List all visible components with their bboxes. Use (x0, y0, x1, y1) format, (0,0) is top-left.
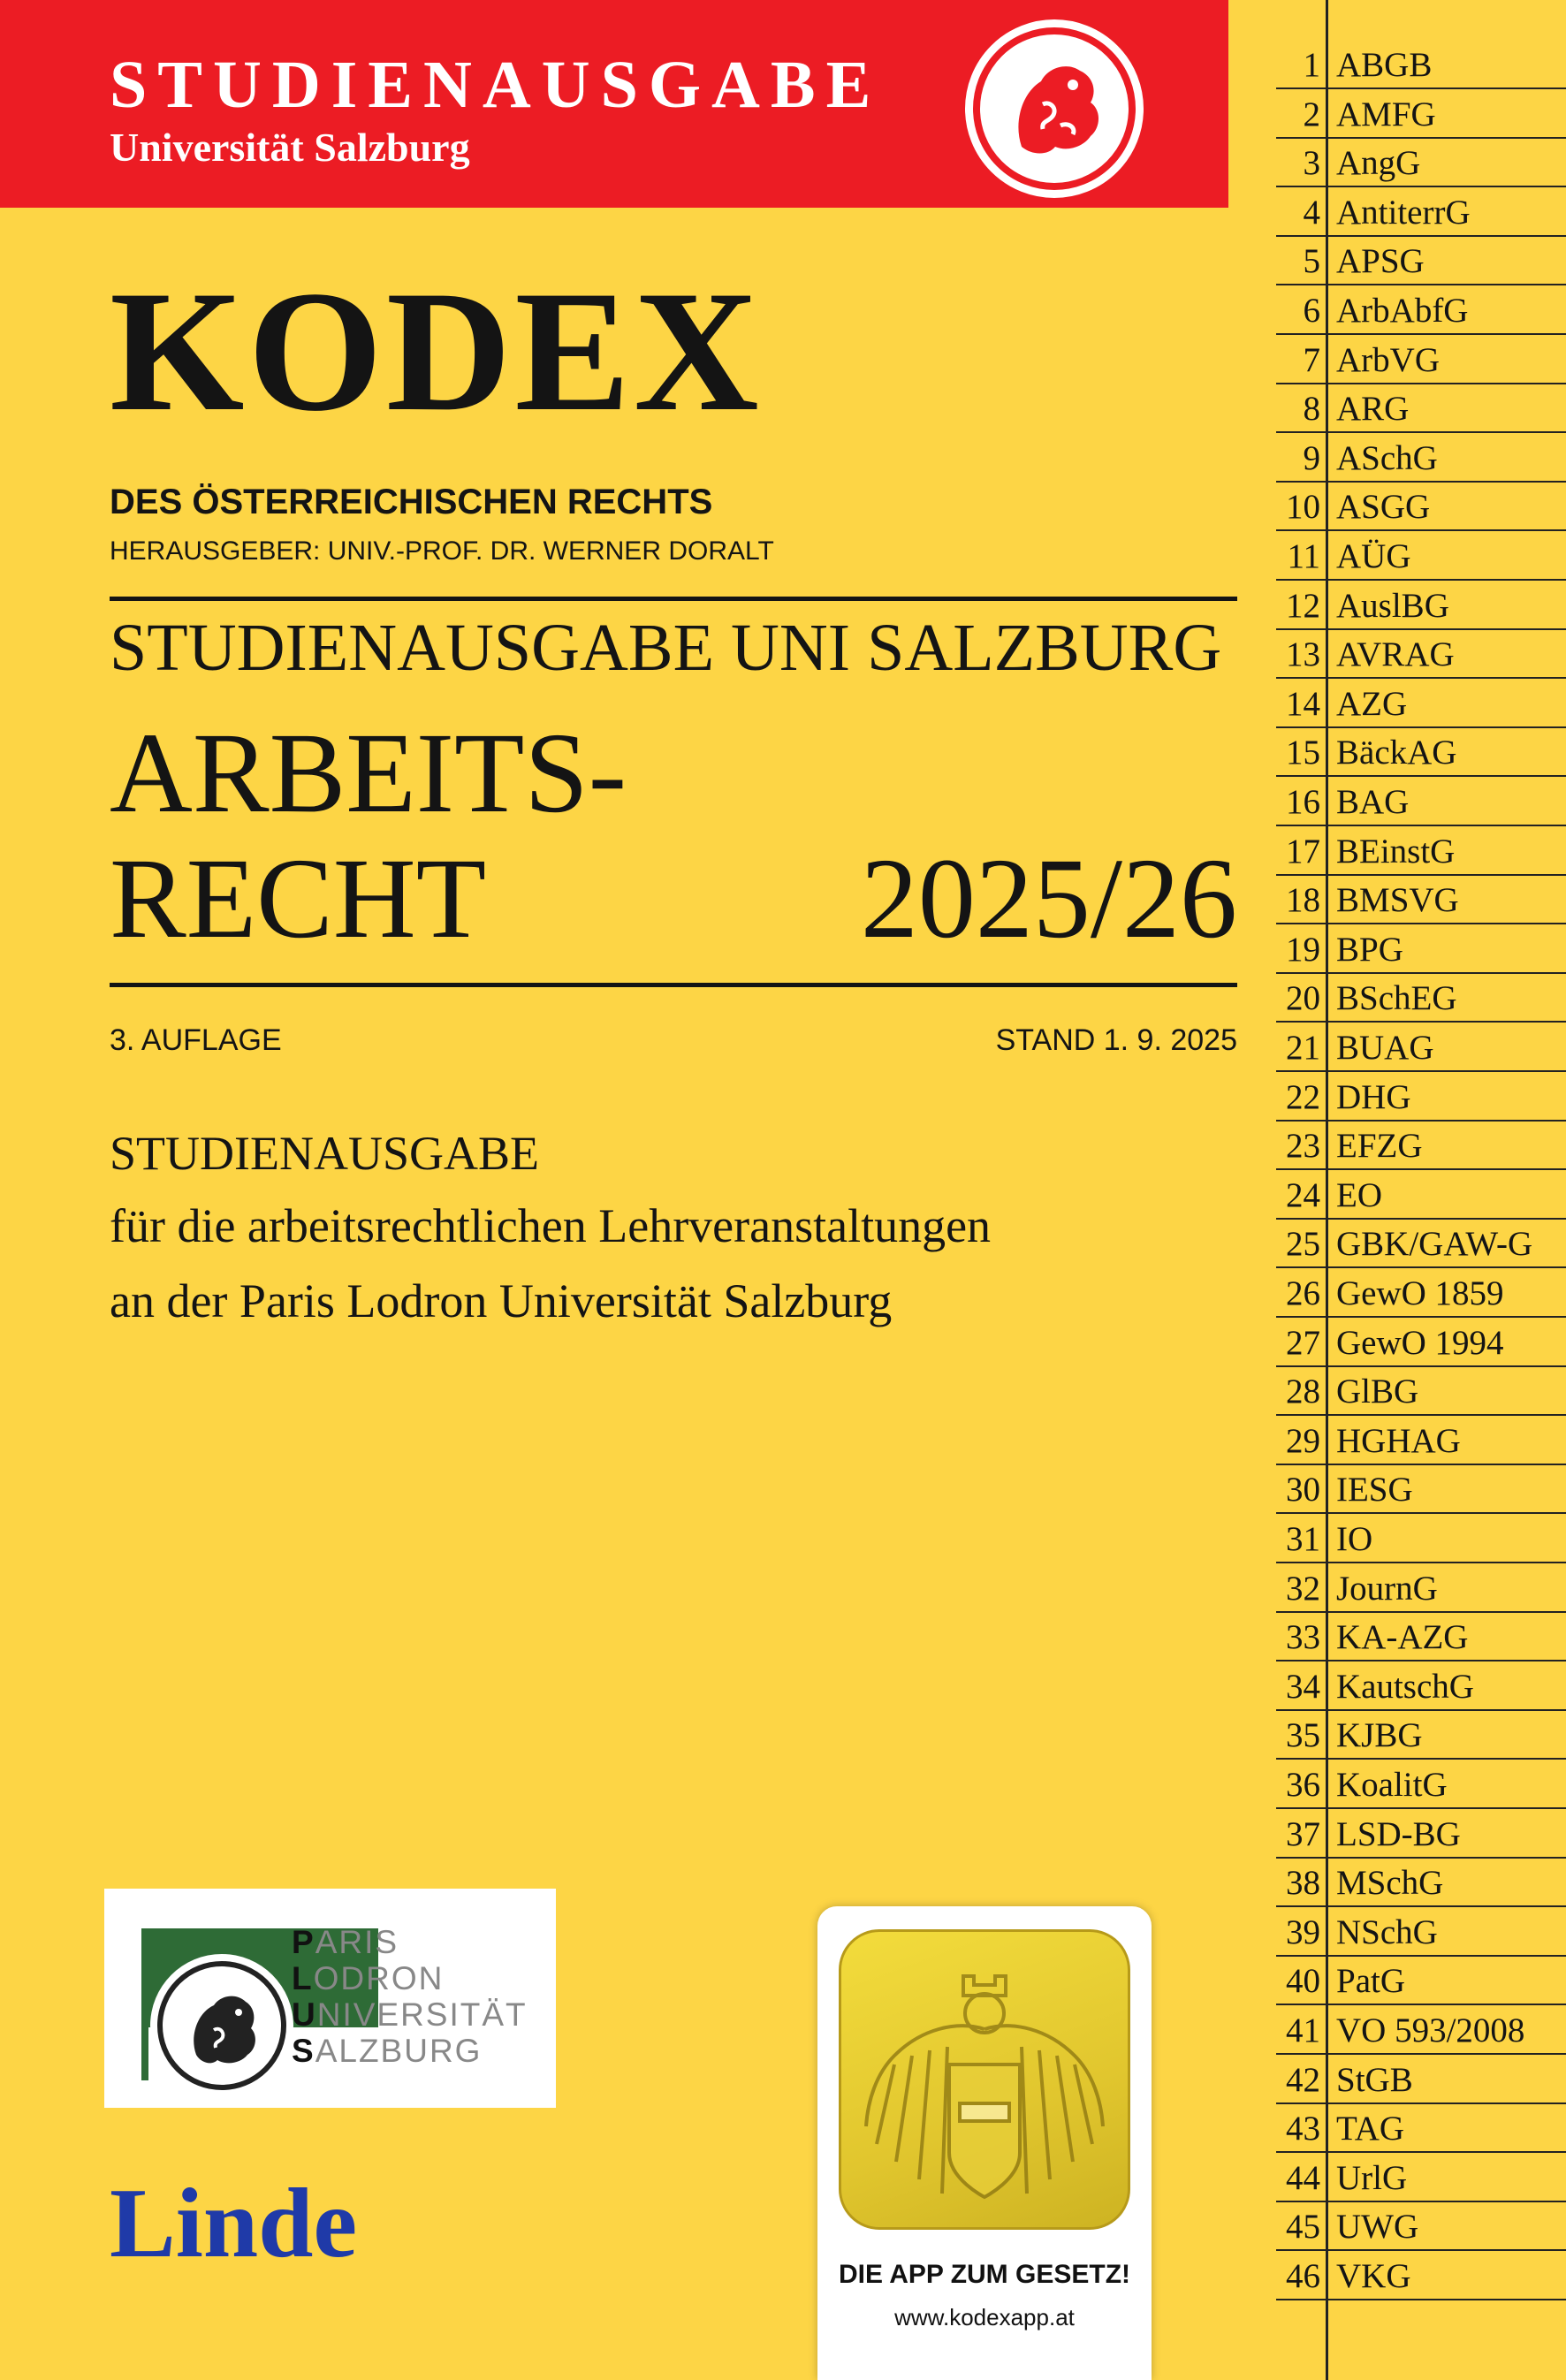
description-line-3: an der Paris Lodron Universität Salzburg (110, 1274, 893, 1327)
thumb-tab[interactable] (1276, 90, 1566, 139)
publisher-logo: Linde (110, 2169, 358, 2278)
thumb-tab[interactable] (1276, 237, 1566, 285)
thumb-tab-label: IO (1336, 1520, 1373, 1558)
thumb-tab[interactable] (1276, 1662, 1566, 1711)
thumb-index (1276, 0, 1566, 2380)
thumb-tab-number: 9 (1303, 438, 1320, 477)
thumb-tab[interactable] (1276, 139, 1566, 187)
thumb-tab[interactable] (1276, 1171, 1566, 1220)
thumb-tab[interactable] (1276, 1465, 1566, 1514)
university-seal-icon (965, 19, 1144, 198)
top-divider (110, 597, 1237, 601)
thumb-tab-label: AuslBG (1336, 586, 1449, 625)
thumb-tab[interactable] (1276, 1515, 1566, 1563)
thumb-tab-number: 16 (1286, 783, 1320, 821)
thumb-tab[interactable] (1276, 876, 1566, 924)
thumb-tab[interactable] (1276, 1957, 1566, 2005)
thumb-tab[interactable] (1276, 1711, 1566, 1760)
thumb-tab-label: AÜG (1336, 537, 1411, 575)
plus-logo (104, 1889, 556, 2108)
description-line-2: für die arbeitsrechtlichen Lehrveranstaltungen (110, 1199, 992, 1252)
thumb-tab[interactable] (1276, 1859, 1566, 1907)
plus-medal-icon (150, 1954, 293, 2097)
thumb-tab-number: 2 (1303, 95, 1320, 133)
thumb-tab-number: 18 (1286, 881, 1320, 920)
thumb-tab[interactable] (1276, 827, 1566, 876)
plus-wordmark (292, 1924, 528, 2069)
bottom-divider (110, 983, 1237, 987)
thumb-tab-number: 5 (1303, 242, 1320, 281)
thumb-tab-number: 39 (1286, 1912, 1320, 1951)
thumb-tab-number: 17 (1286, 832, 1320, 871)
thumb-tab-number: 45 (1286, 2208, 1320, 2247)
thumb-tab-number: 38 (1286, 1864, 1320, 1903)
thumb-tab-number: 23 (1286, 1127, 1320, 1166)
thumb-tab-number: 35 (1286, 1716, 1320, 1755)
thumb-tab-label: BUAG (1336, 1029, 1434, 1067)
thumb-tab[interactable] (1276, 1367, 1566, 1416)
thumb-tab[interactable] (1276, 1908, 1566, 1957)
thumb-tab-number: 41 (1286, 2011, 1320, 2049)
series-title: STUDIENAUSGABE UNI SALZBURG (110, 611, 1222, 685)
thumb-tab-label: StGB (1336, 2060, 1413, 2099)
thumb-tab-number: 1 (1303, 46, 1320, 84)
thumb-tab-number: 29 (1286, 1421, 1320, 1460)
stand-date: STAND 1. 9. 2025 (995, 1023, 1237, 1057)
thumb-tab-number: 30 (1286, 1471, 1320, 1509)
thumb-tab-number: 36 (1286, 1766, 1320, 1804)
thumb-tab-number: 4 (1303, 193, 1320, 232)
thumb-tab-number: 43 (1286, 2110, 1320, 2148)
thumb-tab-label: AngG (1336, 144, 1421, 183)
thumb-tab[interactable] (1276, 1023, 1566, 1072)
thumb-tab-label: JournG (1336, 1569, 1438, 1608)
thumb-tab-label: AMFG (1336, 95, 1436, 133)
thumb-tab-label: ABGB (1336, 46, 1433, 84)
thumb-tab[interactable] (1276, 532, 1566, 581)
thumb-tab-number: 6 (1303, 292, 1320, 330)
thumb-tab-rule (1276, 2299, 1566, 2300)
thumb-tab[interactable] (1276, 1122, 1566, 1170)
thumb-tab-number: 37 (1286, 1814, 1320, 1853)
thumb-tab-number: 21 (1286, 1029, 1320, 1067)
thumb-tab[interactable] (1276, 384, 1566, 433)
thumb-tab-number: 12 (1286, 586, 1320, 625)
thumb-tab-number: 28 (1286, 1372, 1320, 1411)
thumb-tab[interactable] (1276, 188, 1566, 237)
thumb-tab-number: 11 (1287, 537, 1320, 575)
thumb-tab-number: 13 (1286, 635, 1320, 674)
thumb-tab[interactable] (1276, 1760, 1566, 1809)
brand-title: KODEX (110, 255, 763, 447)
thumb-tab[interactable] (1276, 2252, 1566, 2300)
thumb-tab-label: UWG (1336, 2208, 1419, 2247)
thumb-tab-label: MSchG (1336, 1864, 1444, 1903)
thumb-tab[interactable] (1276, 1810, 1566, 1859)
thumb-tab[interactable] (1276, 728, 1566, 777)
thumb-tab[interactable] (1276, 483, 1566, 531)
thumb-tab[interactable] (1276, 434, 1566, 483)
app-caption: DIE APP ZUM GESETZ! (838, 2260, 1131, 2289)
thumb-tab[interactable] (1276, 1564, 1566, 1613)
thumb-tab-number: 7 (1303, 340, 1320, 379)
editor-line: HERAUSGEBER: UNIV.-PROF. DR. WERNER DORALT (110, 536, 774, 566)
thumb-tab[interactable] (1276, 1220, 1566, 1268)
thumb-tab-label: GewO 1859 (1336, 1274, 1504, 1312)
thumb-tab-label: KA-AZG (1336, 1618, 1469, 1657)
thumb-tab-label: ArbAbfG (1336, 292, 1469, 330)
description-heading: STUDIENAUSGABE (110, 1127, 539, 1180)
thumb-tab-label: GlBG (1336, 1372, 1419, 1411)
thumb-tab-label: KJBG (1336, 1716, 1423, 1755)
thumb-tab-number: 44 (1286, 2158, 1320, 2197)
thumb-tab[interactable] (1276, 2154, 1566, 2202)
thumb-tab-number: 20 (1286, 979, 1320, 1018)
thumb-tab-number: 26 (1286, 1274, 1320, 1312)
eagle-app-icon (839, 1929, 1130, 2230)
thumb-tab-label: BEinstG (1336, 832, 1456, 871)
thumb-tab-label: APSG (1336, 242, 1425, 281)
thumb-tab[interactable] (1276, 1417, 1566, 1465)
thumb-tab-number: 31 (1286, 1520, 1320, 1558)
brand-subtitle: DES ÖSTERREICHISCHEN RECHTS (110, 483, 713, 521)
plus-word-paris: PARIS (292, 1924, 399, 1960)
thumb-tab[interactable] (1276, 1073, 1566, 1122)
thumb-tab-label: BSchEG (1336, 979, 1457, 1018)
university-label: Universität Salzburg (110, 125, 470, 170)
thumb-tab-label: KautschG (1336, 1667, 1474, 1706)
thumb-tab-number: 8 (1303, 390, 1320, 429)
thumb-tab-number: 15 (1286, 734, 1320, 772)
thumb-tab-label: ARG (1336, 390, 1410, 429)
thumb-tab-number: 3 (1303, 144, 1320, 183)
thumb-tab[interactable] (1276, 1269, 1566, 1318)
edition-number: 3. AUFLAGE (110, 1023, 282, 1057)
thumb-tab-number: 33 (1286, 1618, 1320, 1657)
thumb-tab-label: ArbVG (1336, 340, 1440, 379)
thumb-tab[interactable] (1276, 41, 1566, 89)
thumb-tab-label: EFZG (1336, 1127, 1423, 1166)
thumb-tab-number: 46 (1286, 2257, 1320, 2295)
thumb-tab-label: BMSVG (1336, 881, 1459, 920)
thumb-tab[interactable] (1276, 2006, 1566, 2055)
thumb-tab[interactable] (1276, 2202, 1566, 2251)
thumb-tab-label: ASchG (1336, 438, 1438, 477)
thumb-tab-number: 27 (1286, 1323, 1320, 1362)
thumb-tab[interactable] (1276, 630, 1566, 679)
thumb-tab[interactable] (1276, 974, 1566, 1023)
book-title-line-1: ARBEITS- (110, 710, 627, 837)
thumb-tab[interactable] (1276, 680, 1566, 728)
thumb-tab-label: BAG (1336, 783, 1410, 821)
thumb-tab-label: TAG (1336, 2110, 1405, 2148)
thumb-tab[interactable] (1276, 286, 1566, 335)
book-title-line-2: RECHT (110, 835, 487, 962)
thumb-tab-number: 10 (1286, 488, 1320, 527)
thumb-tab[interactable] (1276, 925, 1566, 974)
thumb-tab-number: 24 (1286, 1175, 1320, 1214)
thumb-tab[interactable] (1276, 778, 1566, 826)
header-band (0, 0, 1228, 208)
thumb-tab-number: 32 (1286, 1569, 1320, 1608)
thumb-tab-label: HGHAG (1336, 1421, 1461, 1460)
thumb-tab-label: BäckAG (1336, 734, 1457, 772)
thumb-tab-label: VO 593/2008 (1336, 2011, 1525, 2049)
edition-year: 2025/26 (860, 835, 1237, 962)
thumb-tab-label: GBK/GAW-G (1336, 1225, 1533, 1264)
thumb-tab-label: GewO 1994 (1336, 1323, 1504, 1362)
thumb-tab-label: DHG (1336, 1077, 1411, 1116)
thumb-tab[interactable] (1276, 582, 1566, 630)
plus-word-salzburg: SALZBURG (292, 2033, 483, 2069)
plus-logo-accent (141, 2027, 148, 2080)
thumb-tab-label: PatG (1336, 1962, 1405, 2001)
thumb-tab-label: EO (1336, 1175, 1382, 1214)
app-url[interactable]: www.kodexapp.at (894, 2304, 1075, 2331)
thumb-tab-label: AZG (1336, 684, 1408, 723)
app-promo-card (817, 1906, 1152, 2380)
plus-word-lodron: LODRON (292, 1960, 445, 1996)
thumb-tab-number: 19 (1286, 930, 1320, 969)
thumb-tab-number: 14 (1286, 684, 1320, 723)
thumb-tab[interactable] (1276, 1613, 1566, 1661)
thumb-tab-number: 22 (1286, 1077, 1320, 1116)
thumb-tab-label: VKG (1336, 2257, 1411, 2295)
thumb-tab-label: BPG (1336, 930, 1403, 969)
thumb-tab-label: KoalitG (1336, 1766, 1448, 1804)
thumb-tab-label: NSchG (1336, 1912, 1438, 1951)
thumb-tab[interactable] (1276, 336, 1566, 384)
thumb-tab-label: LSD-BG (1336, 1814, 1461, 1853)
thumb-tab[interactable] (1276, 2056, 1566, 2104)
plus-word-universitaet: UNIVERSITÄT (292, 1996, 528, 2033)
thumb-tab-label: ASGG (1336, 488, 1431, 527)
thumb-tab-label: UrlG (1336, 2158, 1408, 2197)
thumb-tab-label: AVRAG (1336, 635, 1455, 674)
thumb-tab-number: 42 (1286, 2060, 1320, 2099)
thumb-tab[interactable] (1276, 2104, 1566, 2153)
thumb-tab-label: AntiterrG (1336, 193, 1471, 232)
series-label: STUDIENAUSGABE (110, 48, 882, 122)
thumb-tab-number: 34 (1286, 1667, 1320, 1706)
thumb-tab-label: IESG (1336, 1471, 1413, 1509)
thumb-tab-number: 25 (1286, 1225, 1320, 1264)
thumb-tab[interactable] (1276, 1319, 1566, 1367)
thumb-tab-number: 40 (1286, 1962, 1320, 2001)
